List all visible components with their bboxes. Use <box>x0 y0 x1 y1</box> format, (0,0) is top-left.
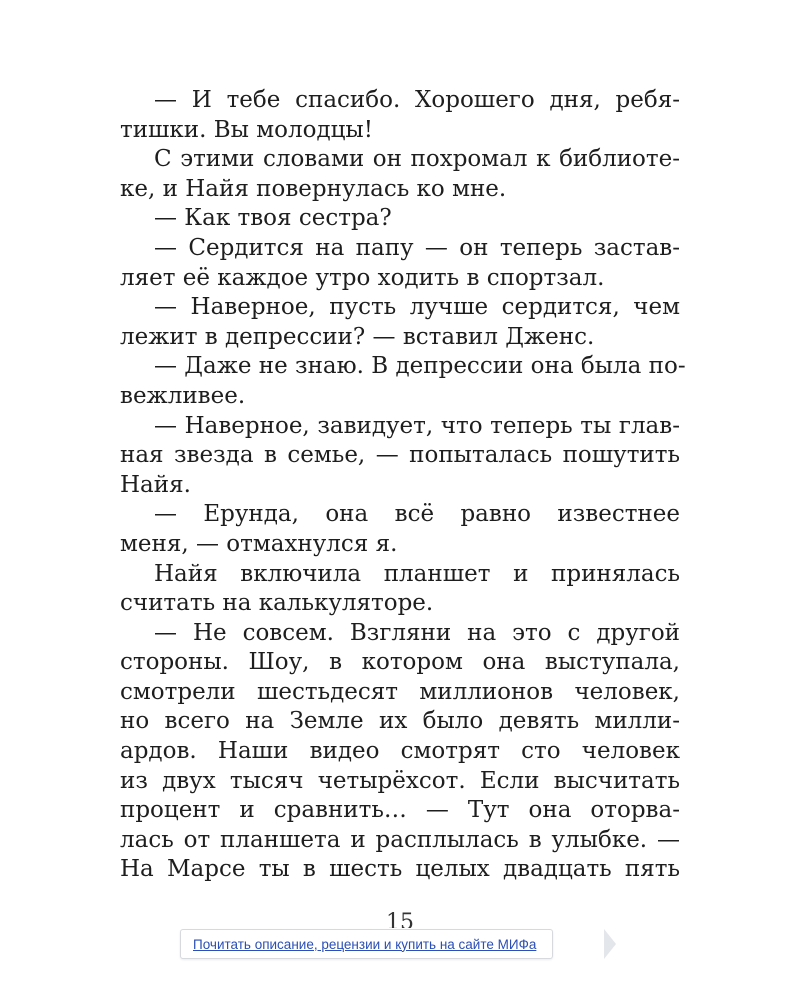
text-line: ардов. Наши видео смотрят сто человек <box>120 738 680 765</box>
text-line: лежит в депрессии? — вставил Дженс. <box>120 323 595 350</box>
text-line: меня, — отмахнулся я. <box>120 530 398 557</box>
paragraph <box>120 352 686 411</box>
text-line: С этими словами он похромал к библиоте- <box>154 146 680 173</box>
promo-link[interactable]: Почитать описание, рецензии и купить на сайте МИФа <box>180 929 553 959</box>
text-line: но всего на Земле их было девять милли- <box>120 708 680 735</box>
text-line: ке, и Найя повернулась ко мне. <box>120 175 507 202</box>
text-line: тишки. Вы молодцы! <box>120 116 373 143</box>
text-line: из двух тысяч четырёхсот. Если высчитать <box>120 767 680 794</box>
book-page-text <box>120 86 686 885</box>
text-line: смотрели шестьдесят миллионов человек, <box>120 678 680 705</box>
text-line: — Не совсем. Взгляни на это с другой <box>154 619 680 646</box>
text-line: — Сердится на папу — он теперь застав- <box>154 234 680 261</box>
text-line: На Марсе ты в шесть целых двадцать пять <box>120 856 680 883</box>
text-line: считать на калькуляторе. <box>120 590 434 617</box>
paragraph <box>120 412 680 501</box>
paragraph <box>120 145 680 204</box>
text-line: Найя включила планшет и принялась <box>154 560 680 587</box>
paragraph <box>120 500 680 559</box>
text-line: — Наверное, завидует, что теперь ты глав- <box>154 412 680 439</box>
paragraph <box>120 293 680 352</box>
paragraph <box>120 560 680 619</box>
text-line: процент и сравнить… — Тут она оторва- <box>120 797 680 824</box>
text-line: лась от планшета и расплылась в улыбке. — <box>120 826 680 853</box>
paragraph <box>120 619 680 885</box>
text-line: Найя. <box>120 471 191 498</box>
text-line: — И тебе спасибо. Хорошего дня, ребя- <box>154 87 680 113</box>
text-line: вежливее. <box>120 382 246 409</box>
text-line: стороны. Шоу, в котором она выступала, <box>120 649 680 676</box>
promo-arrow-icon <box>604 929 616 959</box>
page-number: 15 <box>386 910 414 928</box>
text-line: ляет её каждое утро ходить в спортзал. <box>120 264 605 291</box>
paragraph <box>120 234 680 293</box>
paragraph <box>120 86 680 145</box>
text-line: ная звезда в семье, — попыталась пошутить <box>120 442 680 469</box>
text-line: — Как твоя сестра? <box>154 205 392 232</box>
text-line: — Даже не знаю. В депрессии она была по- <box>154 353 686 380</box>
text-line: — Наверное, пусть лучше сердится, чем <box>154 294 680 321</box>
paragraph <box>120 204 680 234</box>
text-line: — Ерунда, она всё равно известнее <box>154 501 680 528</box>
